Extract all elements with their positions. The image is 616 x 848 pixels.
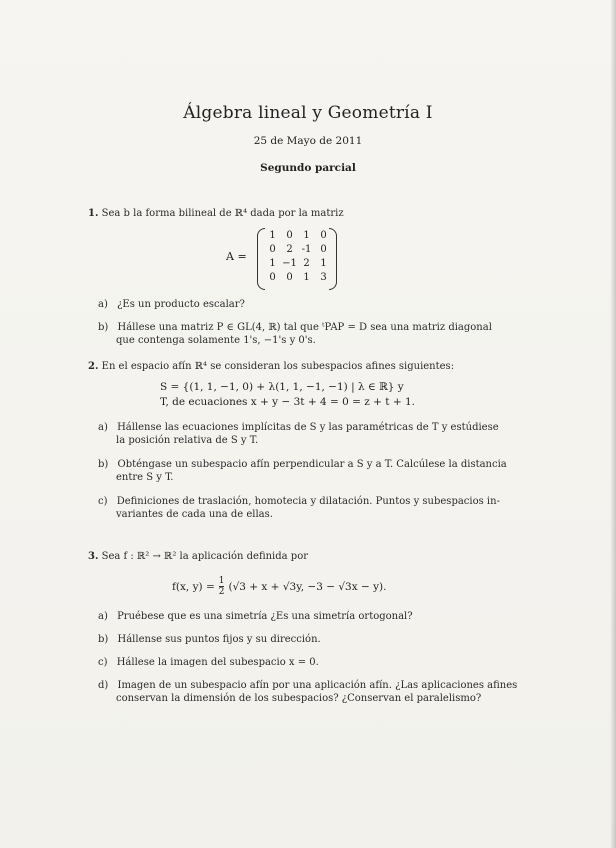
problem2-number: 2. [88, 361, 99, 372]
fraction-denominator: 2 [218, 587, 225, 597]
part-text: Definiciones de traslación, homotecia y dilatación. Puntos y subespacios in- [116, 496, 500, 507]
formula-rhs: (√3 + x + √3y, −3 − √3x − y). [228, 580, 387, 593]
part-label: a) [98, 611, 108, 622]
part-text: Obténgase un subespacio afín perpendicular a S y a T. Calcúlese la distancia [117, 459, 507, 470]
part-label: b) [98, 634, 109, 645]
problem1-part-b-cont: que contenga solamente 1's, −1's y 0's. [116, 335, 316, 346]
part-label: c) [98, 657, 108, 668]
part-label: d) [98, 680, 109, 691]
problem3-statement-row [88, 549, 308, 564]
function-formula [172, 576, 387, 597]
matrix-cell: 0 [286, 272, 293, 283]
part-text: Hállese una matriz P ∈ GL(4, ℝ) tal que ᵗPAP = D sea una matriz diagonal [117, 322, 492, 333]
matrix-cell: 1 [269, 230, 276, 241]
fraction [219, 576, 225, 597]
matrix-label: A = [226, 250, 247, 263]
matrix-left-bracket [257, 228, 265, 290]
problem3-part-a [98, 609, 413, 624]
problem1-statement-row [88, 206, 344, 221]
part-label: c) [98, 496, 108, 507]
part-label: a) [98, 422, 108, 433]
matrix-cell: 1 [320, 258, 327, 269]
matrix-cell: -1 [301, 244, 312, 255]
matrix-row [265, 272, 331, 283]
formula-lhs: f(x, y) = [172, 580, 215, 593]
matrix-cell: 0 [320, 244, 327, 255]
matrix-cell: 3 [320, 272, 327, 283]
part-text: ¿Es un producto escalar? [117, 299, 245, 310]
matrix-row [265, 244, 331, 255]
part-label: a) [98, 299, 108, 310]
matrix-A [257, 228, 337, 290]
matrix-cell: 2 [303, 258, 310, 269]
matrix-cell: 1 [303, 230, 310, 241]
problem2-statement-row [88, 359, 454, 374]
problem3-part-b [98, 632, 321, 647]
matrix-cell: 0 [320, 230, 327, 241]
problem2-statement: En el espacio afín ℝ⁴ se consideran los subespacios afines siguientes: [101, 361, 455, 372]
problem1-number: 1. [88, 208, 99, 219]
matrix-cell: −1 [282, 258, 297, 269]
problem1-part-a [98, 297, 245, 312]
problem1-statement: Sea b la forma bilineal de ℝ⁴ dada por la matriz [101, 208, 344, 219]
problem3-part-d-cont: conservan la dimensión de los subespacios? ¿Conservan el paralelismo? [116, 693, 482, 704]
problem2-part-a-cont: la posición relativa de S y T. [116, 435, 259, 446]
matrix-row [265, 230, 331, 241]
part-text: Hállense sus puntos fijos y su dirección. [117, 634, 321, 645]
part-text: Hállese la imagen del subespacio x = 0. [116, 657, 319, 668]
part-label: b) [98, 322, 109, 333]
problem3-number: 3. [88, 551, 99, 562]
part-text: Imagen de un subespacio afín por una aplicación afín. ¿Las aplicaciones afines [117, 680, 518, 691]
matrix-cell: 1 [303, 272, 310, 283]
problem3-part-c [98, 655, 319, 670]
page-edge-shadow [610, 0, 616, 848]
exam-subtitle: Segundo parcial [260, 162, 356, 174]
matrix-cell: 0 [269, 272, 276, 283]
problem2-part-c-cont: variantes de cada una de ellas. [116, 509, 273, 520]
matrix-cell: 0 [286, 230, 293, 241]
matrix-cell: 1 [269, 258, 276, 269]
problem3-statement: Sea f : ℝ² → ℝ² la aplicación definida por [101, 551, 309, 562]
fraction-numerator: 1 [218, 576, 225, 586]
exam-title: Álgebra lineal y Geometría I [183, 103, 433, 123]
subspace-T-equation: T, de ecuaciones x + y − 3t + 4 = 0 = z + t + 1. [160, 396, 415, 408]
part-text: Hállense las ecuaciones implícitas de S y las paramétricas de T y estúdiese [117, 422, 499, 433]
matrix-cell: 2 [286, 244, 293, 255]
matrix-cell: 0 [269, 244, 276, 255]
part-text: Pruébese que es una simetría ¿Es una simetría ortogonal? [117, 611, 413, 622]
problem2-part-b-cont: entre S y T. [116, 472, 174, 483]
subspace-S-equation: S = {(1, 1, −1, 0) + λ(1, 1, −1, −1) | λ ∈ ℝ} y [160, 381, 404, 393]
matrix-row [265, 258, 331, 269]
exam-date: 25 de Mayo de 2011 [253, 135, 363, 147]
part-label: b) [98, 459, 109, 470]
